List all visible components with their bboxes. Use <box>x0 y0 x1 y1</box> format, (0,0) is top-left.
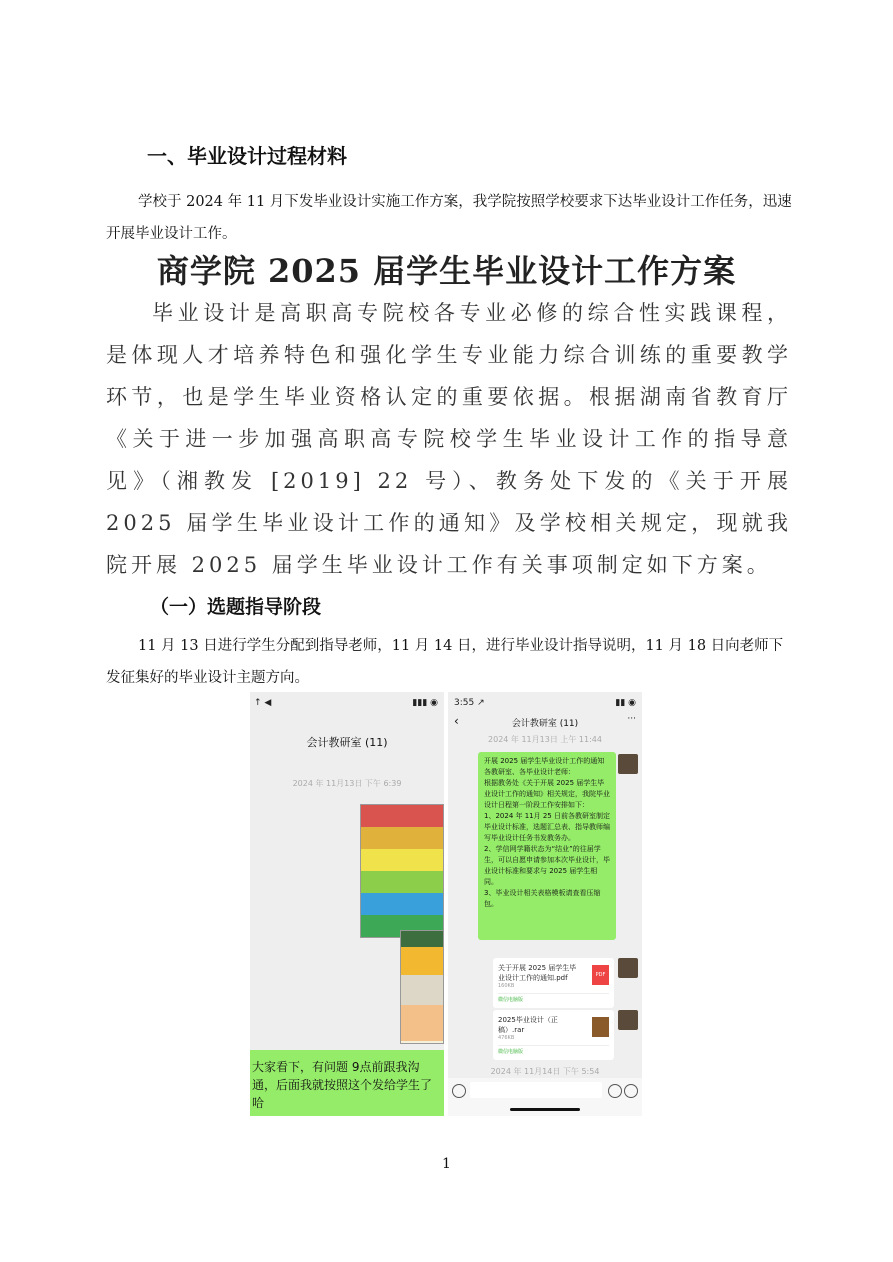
file-size: 476KB <box>498 1035 515 1041</box>
bubble-line: 根据教务处《关于开展 2025 届学生毕业设计工作的通知》相关规定，我院毕业设计日程第一阶段工作安排如下： <box>484 779 610 809</box>
avatar <box>618 1010 638 1030</box>
home-indicator <box>510 1108 580 1111</box>
message-bubble: 大家看下，有问题 9点前跟我沟通，后面我就按照这个发给学生了哈 <box>250 1050 444 1116</box>
file-card-rar[interactable] <box>493 1010 614 1060</box>
bubble-line: 3、毕业设计相关表格模板请查看压缩包。 <box>484 889 601 908</box>
file-name: 2025毕业设计（正稿）.rar <box>498 1016 558 1034</box>
section-heading-1: 一、毕业设计过程材料 <box>147 144 347 168</box>
message-input[interactable] <box>470 1082 602 1098</box>
chat-screenshot-left <box>250 692 444 1116</box>
file-name: 关于开展 2025 届学生毕业设计工作的通知.pdf <box>498 964 577 982</box>
avatar <box>618 754 638 774</box>
archive-icon <box>592 1017 609 1037</box>
chat-title-b: 会计教研室 (11) <box>511 719 579 729</box>
more-icon[interactable]: ··· <box>627 714 636 724</box>
plan-title: 商学院 2025 届学生毕业设计工作方案 <box>156 252 737 290</box>
section-heading-2: （一）选题指导阶段 <box>150 596 322 618</box>
intro-paragraph: 学校于 2024 年 11 月下发毕业设计实施工作方案，我学院按照学校要求下达毕业设计工作任务，迅速开展毕业设计工作。 <box>106 194 792 242</box>
emoji-icon[interactable] <box>608 1084 622 1098</box>
status-left: ↑ ◀ <box>254 698 272 708</box>
notice-bubble <box>478 752 616 940</box>
chat-screenshot-right <box>448 692 642 1116</box>
input-bar <box>448 1078 642 1116</box>
chat-timestamp: 2024 年 11月13日 下午 6:39 <box>292 779 402 788</box>
bubble-line: 各教研室、各毕业设计老师： <box>484 768 575 776</box>
page-number: 1 <box>442 1156 451 1172</box>
bubble-line: 开展 2025 届学生毕业设计工作的通知 <box>484 757 605 765</box>
status-time: 3:55 ↗ <box>454 698 485 708</box>
chat-title: 会计教研室 (11) <box>306 736 388 749</box>
status-right-b: ▮▮ ◉ <box>615 698 636 708</box>
status-right: ▮▮▮ ◉ <box>412 698 438 708</box>
timestamp-bottom: 2024 年 11月14日 下午 5:54 <box>490 1067 600 1076</box>
pdf-icon: PDF <box>592 965 609 985</box>
back-icon[interactable]: ‹ <box>454 714 459 728</box>
stage-paragraph: 11 月 13 日进行学生分配到指导老师，11 月 14 日，进行毕业设计指导说明，11 月 18 日向老师下发征集好的毕业设计主题方向。 <box>106 638 784 686</box>
plus-icon[interactable] <box>624 1084 638 1098</box>
file-source: 微信电脑版 <box>498 1045 609 1055</box>
file-source: 微信电脑版 <box>498 993 609 1003</box>
spreadsheet-image-2 <box>400 930 444 1044</box>
file-card-pdf[interactable] <box>493 958 614 1008</box>
avatar <box>618 958 638 978</box>
bubble-line: 2、学信网学籍状态为“结业”的往届学生，可以自愿申请参加本次毕业设计，毕业设计标准和要求与 2025 届学生相同。 <box>484 845 610 886</box>
plan-body: 毕业设计是高职高专院校各专业必修的综合性实践课程，是体现人才培养特色和强化学生专业能力综合训练的重要教学环节，也是学生毕业资格认定的重要依据。根据湖南省教育厅《关于进一步加强高职高专院校学生毕业设计工作的指导意见》（湘教发 [2019] 22 号）、教务处下发的《关于开展 2025 届学生毕业设计工作的通知》及学校相关规定，现就我院开展 2025 届学生毕业设计工作有关事项制定如下方案。 <box>106 301 792 577</box>
bubble-line: 1、2024 年 11月 25 日前各教研室制定毕业设计标准，选题汇总表、指导教师编写毕业设计任务书发教务办。 <box>484 812 610 842</box>
spreadsheet-image-1 <box>360 804 444 938</box>
timestamp-top: 2024 年 11月13日 上午 11:44 <box>488 735 602 744</box>
file-size: 160KB <box>498 983 515 989</box>
voice-icon[interactable] <box>452 1084 466 1098</box>
